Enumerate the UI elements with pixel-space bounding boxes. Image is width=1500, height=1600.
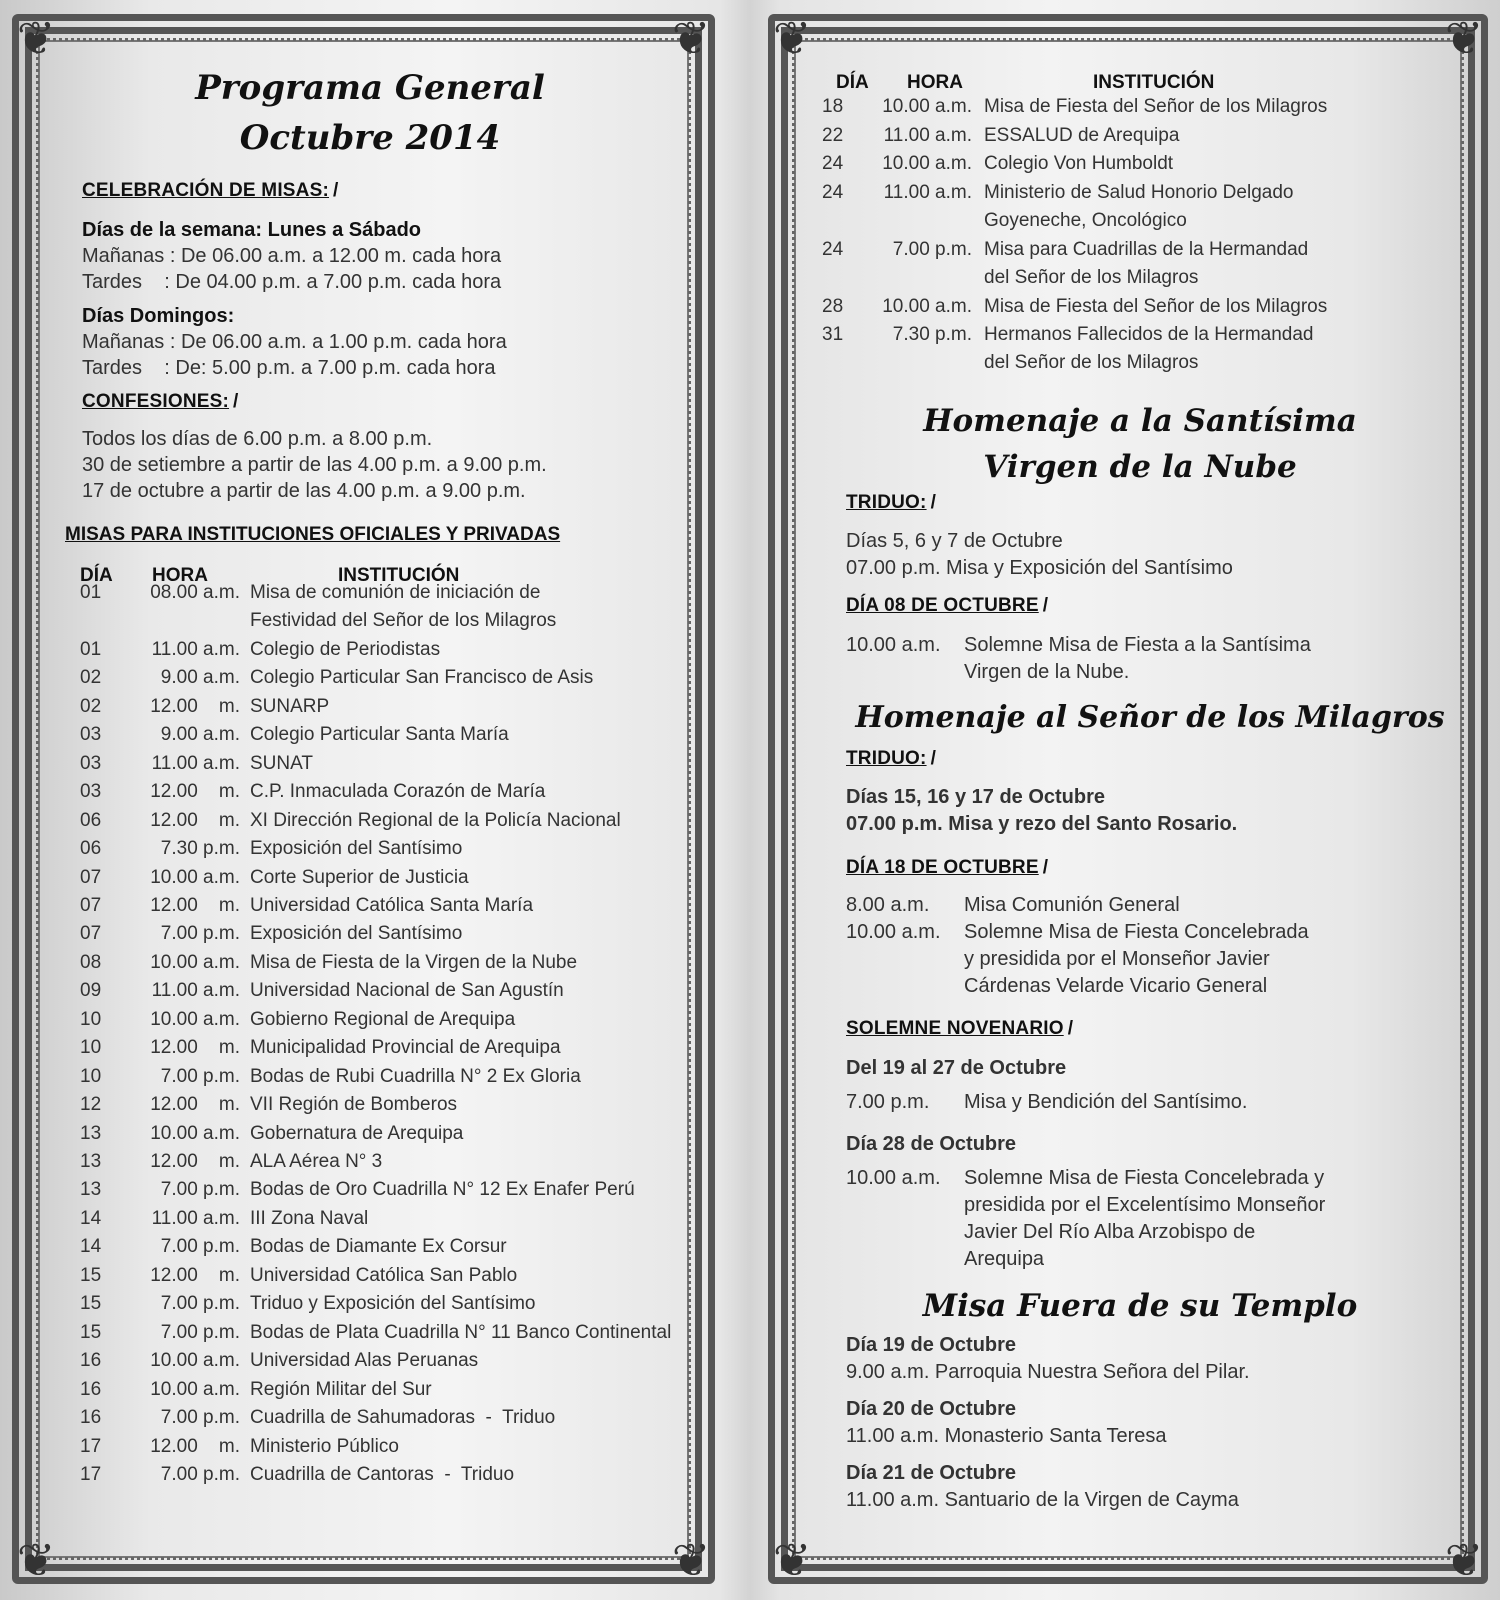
row-dia: 17 (80, 1463, 102, 1485)
row-dia: 09 (80, 980, 102, 1002)
row-institucion: Gobernatura de Arequipa (250, 1122, 464, 1144)
row-institucion-cont: del Señor de los Milagros (984, 352, 1199, 373)
col-dia: DÍA (836, 72, 869, 93)
confesiones-line: Todos los días de 6.00 p.m. a 8.00 p.m. (82, 428, 433, 450)
virgen-title: Homenaje a la Santísima (923, 403, 1357, 439)
page-title: Programa General (195, 68, 545, 108)
row-dia: 10 (80, 1065, 102, 1087)
novenario-time: 7.00 p.m. (846, 1091, 930, 1113)
row-dia: 01 (80, 638, 102, 660)
dia28-text: Javier Del Río Alba Arzobispo de (964, 1221, 1256, 1243)
row-hora: 12.00 m. (150, 1264, 240, 1286)
row-institucion: Municipalidad Provincial de Arequipa (250, 1037, 561, 1059)
row-dia: 13 (80, 1151, 102, 1172)
ornament-corner-icon: ❦ (772, 1533, 812, 1587)
row-hora: 12.00 m. (150, 1435, 240, 1457)
dia28-text: Arequipa (964, 1248, 1045, 1270)
fuera-day-text: 11.00 a.m. Monasterio Santa Teresa (846, 1425, 1167, 1447)
fuera-day-text: 9.00 a.m. Parroquia Nuestra Señora del Pilar. (846, 1361, 1250, 1383)
row-institucion: Cuadrilla de Cantoras - Triduo (250, 1463, 515, 1485)
virgen-title: Virgen de la Nube (983, 449, 1297, 485)
confesiones-heading: CONFESIONES: / (82, 391, 239, 413)
col-institucion: INSTITUCIÓN (338, 565, 460, 586)
row-institucion: Misa de comunión de iniciación de (250, 582, 541, 603)
row-institucion: Universidad Católica Santa María (250, 894, 534, 916)
row-dia: 13 (80, 1122, 102, 1144)
row-institucion-cont: Goyeneche, Oncológico (984, 209, 1187, 231)
row-hora: 10.00 a.m. (150, 1008, 240, 1030)
row-dia: 08 (80, 951, 102, 973)
row-dia: 10 (80, 1008, 102, 1030)
row-hora: 7.30 p.m. (160, 838, 240, 860)
row-institucion-cont: del Señor de los Milagros (984, 266, 1199, 288)
row-institucion: Misa de Fiesta del Señor de los Milagros (984, 295, 1328, 317)
row-institucion: III Zona Naval (250, 1207, 369, 1229)
col-hora: HORA (152, 565, 208, 586)
row-institucion: Hermanos Fallecidos de la Hermandad (984, 324, 1314, 345)
virgen-triduo-heading: TRIDUO: / (846, 492, 936, 514)
ornament-corner-icon: ❦ (772, 11, 812, 65)
row-hora: 10.00 a.m. (150, 866, 240, 888)
row-institucion-cont: Festividad del Señor de los Milagros (250, 610, 557, 631)
row-institucion: Colegio Von Humboldt (984, 153, 1174, 174)
row-institucion: ALA Aérea N° 3 (250, 1151, 383, 1172)
row-hora: 10.00 a.m. (150, 1378, 240, 1400)
row-hora: 9.00 a.m. (160, 724, 240, 746)
ornament-corner-icon: ❦ (16, 11, 56, 65)
row-hora: 12.00 m. (150, 1037, 240, 1059)
row-dia: 03 (80, 752, 102, 774)
row-hora: 7.00 p.m. (160, 1463, 240, 1485)
senor-triduo-line: 07.00 p.m. Misa y rezo del Santo Rosario. (846, 813, 1238, 835)
row-hora: 7.00 p.m. (160, 1236, 240, 1258)
novenario-heading: SOLEMNE NOVENARIO / (846, 1018, 1073, 1040)
row-dia: 03 (80, 724, 102, 746)
row-dia: 24 (822, 181, 844, 203)
row-institucion: Universidad Católica San Pablo (250, 1264, 518, 1286)
row-dia: 16 (80, 1378, 102, 1400)
row-institucion: Bodas de Oro Cuadrilla N° 12 Ex Enafer Perú (250, 1179, 635, 1201)
row-dia: 07 (80, 866, 102, 888)
row-institucion: Bodas de Diamante Ex Corsur (250, 1236, 507, 1258)
row-dia: 24 (822, 238, 844, 260)
row-hora: 10.00 a.m. (150, 1350, 240, 1372)
row-hora: 11.00 a.m. (151, 638, 240, 660)
row-hora: 10.00 a.m. (150, 1122, 240, 1144)
dia18-time: 8.00 a.m. (846, 894, 930, 916)
row-hora: 10.00 a.m. (882, 96, 972, 117)
row-institucion: C.P. Inmaculada Corazón de María (250, 781, 546, 803)
dia08-time: 10.00 a.m. (846, 634, 941, 656)
dia28-heading: Día 28 de Octubre (846, 1133, 1017, 1155)
fuera-day-heading: Día 19 de Octubre (846, 1334, 1017, 1356)
row-institucion: Bodas de Plata Cuadrilla N° 11 Banco Continental (250, 1321, 672, 1343)
row-dia: 02 (80, 695, 102, 717)
dia18-text: Misa Comunión General (964, 894, 1180, 916)
row-institucion: Región Militar del Sur (250, 1378, 432, 1400)
dia18-time: 10.00 a.m. (846, 921, 941, 943)
row-dia: 10 (80, 1037, 102, 1059)
row-dia: 31 (822, 324, 844, 345)
dia08-heading: DÍA 08 DE OCTUBRE / (846, 595, 1048, 617)
row-hora: 7.00 p.m. (160, 1407, 240, 1429)
dia18-text: Solemne Misa de Fiesta Concelebrada (964, 921, 1309, 943)
row-institucion: Colegio Particular San Francisco de Asis (250, 667, 594, 689)
row-institucion: Universidad Alas Peruanas (250, 1350, 479, 1372)
row-dia: 02 (80, 667, 102, 689)
col-institucion: INSTITUCIÓN (1093, 72, 1215, 93)
row-dia: 07 (80, 894, 102, 916)
confesiones-line: 30 de setiembre a partir de las 4.00 p.m. a 9.00 p.m. (82, 454, 547, 476)
row-hora: 7.00 p.m. (160, 923, 240, 945)
dia28-text: Solemne Misa de Fiesta Concelebrada y (964, 1167, 1325, 1189)
row-dia: 15 (80, 1264, 102, 1286)
row-hora: 11.00 a.m. (883, 124, 972, 146)
dia18-heading: DÍA 18 DE OCTUBRE / (846, 857, 1048, 879)
row-hora: 12.00 m. (150, 781, 240, 803)
row-institucion: Corte Superior de Justicia (250, 866, 469, 888)
row-institucion: VII Región de Bomberos (250, 1094, 458, 1116)
row-hora: 7.00 p.m. (160, 1293, 240, 1315)
page-subtitle: Octubre 2014 (239, 118, 501, 158)
domingo-manana: Mañanas : De 06.00 a.m. a 1.00 p.m. cada hora (82, 331, 507, 353)
dia08-text: Virgen de la Nube. (964, 661, 1130, 683)
row-dia: 13 (80, 1179, 102, 1201)
row-dia: 15 (80, 1293, 102, 1315)
row-institucion: SUNARP (250, 695, 330, 717)
row-institucion: Colegio Particular Santa María (250, 724, 509, 746)
row-hora: 7.00 p.m. (160, 1321, 240, 1343)
row-dia: 15 (80, 1321, 102, 1343)
domingo-tarde: Tardes : De: 5.00 p.m. a 7.00 p.m. cada hora (82, 357, 496, 379)
row-hora: 11.00 a.m. (151, 1207, 240, 1229)
novenario-dates: Del 19 al 27 de Octubre (846, 1057, 1067, 1079)
row-dia: 01 (80, 582, 102, 603)
ornament-corner-icon: ❦ (671, 11, 711, 65)
row-institucion: Misa para Cuadrillas de la Hermandad (984, 238, 1309, 260)
row-hora: 12.00 m. (150, 695, 240, 717)
row-institucion: XI Dirección Regional de la Policía Nacional (250, 809, 621, 831)
dia28-time: 10.00 a.m. (846, 1167, 941, 1189)
col-hora: HORA (907, 72, 963, 93)
virgen-triduo-line: Días 5, 6 y 7 de Octubre (846, 530, 1063, 552)
row-dia: 14 (80, 1236, 102, 1258)
row-institucion: Exposición del Santísimo (250, 838, 463, 860)
row-hora: 7.30 p.m. (892, 324, 972, 345)
row-dia: 18 (822, 96, 844, 117)
row-hora: 9.00 a.m. (160, 667, 240, 689)
row-institucion: Universidad Nacional de San Agustín (250, 980, 564, 1002)
row-dia: 14 (80, 1207, 102, 1229)
confesiones-line: 17 de octubre a partir de las 4.00 p.m. a 9.00 p.m. (82, 480, 526, 502)
dia18-text: y presidida por el Monseñor Javier (964, 948, 1270, 970)
row-dia: 06 (80, 838, 102, 860)
row-hora: 11.00 a.m. (883, 181, 972, 203)
row-hora: 12.00 m. (150, 1151, 240, 1172)
ornament-corner-icon: ❦ (671, 1533, 711, 1587)
row-institucion: Ministerio de Salud Honorio Delgado (984, 181, 1294, 203)
row-dia: 28 (822, 295, 844, 317)
row-institucion: Colegio de Periodistas (250, 638, 441, 660)
row-hora: 08.00 a.m. (150, 582, 240, 603)
row-hora: 7.00 p.m. (160, 1065, 240, 1087)
row-dia: 03 (80, 781, 102, 803)
fuera-day-heading: Día 20 de Octubre (846, 1398, 1017, 1420)
row-hora: 7.00 p.m. (892, 238, 972, 260)
ornament-corner-icon: ❦ (1444, 11, 1484, 65)
ornament-corner-icon: ❦ (1444, 1533, 1484, 1587)
row-hora: 11.00 a.m. (151, 752, 240, 774)
row-institucion: Bodas de Rubi Cuadrilla N° 2 Ex Gloria (250, 1065, 581, 1087)
row-dia: 07 (80, 923, 102, 945)
row-institucion: ESSALUD de Arequipa (984, 124, 1180, 146)
fuera-day-heading: Día 21 de Octubre (846, 1462, 1017, 1484)
row-institucion: Triduo y Exposición del Santísimo (250, 1293, 536, 1315)
row-dia: 24 (822, 153, 844, 174)
row-dia: 22 (822, 124, 844, 146)
row-dia: 06 (80, 809, 102, 831)
row-hora: 12.00 m. (150, 894, 240, 916)
row-dia: 16 (80, 1407, 102, 1429)
row-institucion: Ministerio Público (250, 1435, 399, 1457)
col-dia: DÍA (80, 565, 113, 586)
domingo-heading: Días Domingos: (82, 305, 235, 327)
dia18-text: Cárdenas Velarde Vicario General (964, 975, 1268, 997)
row-hora: 11.00 a.m. (151, 980, 240, 1002)
row-institucion: SUNAT (250, 752, 313, 774)
row-hora: 12.00 m. (150, 809, 240, 831)
novenario-text: Misa y Bendición del Santísimo. (964, 1091, 1248, 1113)
row-dia: 17 (80, 1435, 102, 1457)
senor-triduo-heading: TRIDUO: / (846, 748, 936, 770)
celebracion-heading: CELEBRACIÓN DE MISAS: / (82, 180, 338, 202)
row-institucion: Exposición del Santísimo (250, 923, 463, 945)
row-hora: 12.00 m. (150, 1094, 240, 1116)
dia28-text: presidida por el Excelentísimo Monseñor (964, 1194, 1326, 1216)
row-institucion: Cuadrilla de Sahumadoras - Triduo (250, 1407, 556, 1429)
row-hora: 10.00 a.m. (882, 295, 972, 317)
fuera-title: Misa Fuera de su Templo (922, 1288, 1358, 1324)
row-hora: 10.00 a.m. (150, 951, 240, 973)
ornament-corner-icon: ❦ (16, 1533, 56, 1587)
row-dia: 12 (80, 1094, 102, 1116)
instituciones-heading: MISAS PARA INSTITUCIONES OFICIALES Y PRIVADAS (65, 524, 561, 545)
semana-heading: Días de la semana: Lunes a Sábado (82, 219, 422, 241)
fuera-day-text: 11.00 a.m. Santuario de la Virgen de Cayma (846, 1489, 1239, 1511)
row-institucion: Misa de Fiesta del Señor de los Milagros (984, 96, 1328, 117)
virgen-triduo-line: 07.00 p.m. Misa y Exposición del Santísimo (846, 557, 1233, 579)
semana-tarde: Tardes : De 04.00 p.m. a 7.00 p.m. cada hora (82, 271, 502, 293)
row-institucion: Gobierno Regional de Arequipa (250, 1008, 516, 1030)
senor-title: Homenaje al Señor de los Milagros (855, 700, 1445, 735)
semana-manana: Mañanas : De 06.00 a.m. a 12.00 m. cada hora (82, 245, 502, 267)
row-hora: 10.00 a.m. (882, 153, 972, 174)
senor-triduo-line: Días 15, 16 y 17 de Octubre (846, 786, 1106, 808)
row-hora: 7.00 p.m. (160, 1179, 240, 1201)
row-dia: 16 (80, 1350, 102, 1372)
row-institucion: Misa de Fiesta de la Virgen de la Nube (250, 951, 578, 973)
dia08-text: Solemne Misa de Fiesta a la Santísima (964, 634, 1311, 656)
